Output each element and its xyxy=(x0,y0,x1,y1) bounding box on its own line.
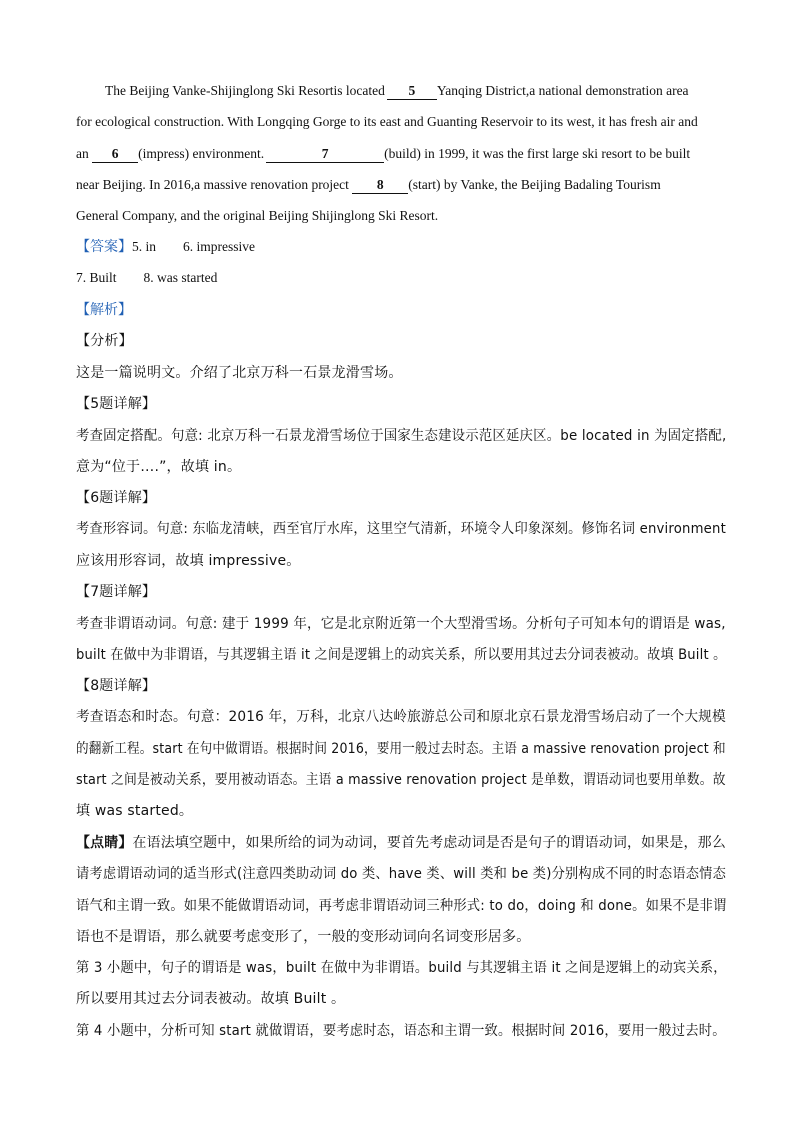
q6-title: 【6题详解】 xyxy=(76,490,157,506)
answer-line-2: 7. Built 8. was started xyxy=(76,270,218,285)
q8-text-4: 填 was started。 xyxy=(76,803,194,819)
passage-text: The Beijing Vanke-Shijinglong Ski Resortis located xyxy=(105,83,385,98)
tip-line-1 xyxy=(76,833,726,853)
q8-title: 【8题详解】 xyxy=(76,678,157,694)
q7-text-2: built 在做中为非谓语，与其逻辑主语 it 之间是逻辑上的动宾关系，所以要用其过去分词表被动。故填 Built 。 xyxy=(76,647,727,663)
analysis-label: 【解析】 xyxy=(76,302,132,318)
tip-line-4: 语也不是谓语，那么就要考虑变形了，一般的变形动词向名词变形居多。 xyxy=(76,929,531,945)
answer-items: 5. in 6. impressive xyxy=(132,239,255,254)
tip-line-6: 所以要用其过去分词表被动。故填 Built 。 xyxy=(76,991,346,1007)
q8-text-3: start 之间是被动关系，要用被动语态。主语 a massive renovation project 是单数，谓语动词也要用单数。故 xyxy=(76,772,726,788)
tip-line-5: 第 3 小题中，句子的谓语是 was，built 在做中为非谓语。build 与其逻辑主语 it 之间是逻辑上的动宾关系， xyxy=(76,960,727,976)
passage-text: (start) by Vanke, the Beijing Badaling Tourism xyxy=(408,177,661,192)
q5-title: 【5题详解】 xyxy=(76,396,157,412)
q8-text-1: 考查语态和时态。句意：2016 年，万科，北京八达岭旅游总公司和原北京石景龙滑雪场启动了一个大规模 xyxy=(76,709,726,725)
passage-text: (impress) environment. xyxy=(138,146,265,161)
analysis-text: 这是一篇说明文。介绍了北京万科一石景龙滑雪场。 xyxy=(76,365,403,381)
tip-line-3: 语气和主谓一致。如果不能做谓语动词，再考虑非谓语动词三种形式: to do，doing 和 done。如果不是非谓 xyxy=(76,898,727,914)
passage-text: Yanqing District,a national demonstration area xyxy=(436,83,689,98)
q6-text-1: 考查形容词。句意: 东临龙清峡，西至官厅水库，这里空气清新，环境令人印象深刻。修饰名词 environment xyxy=(76,521,726,537)
passage-line-3 xyxy=(76,144,690,164)
passage-line-1 xyxy=(105,81,689,101)
tip-line-7: 第 4 小题中，分析可知 start 就做谓语，要考虑时态，语态和主谓一致。根据时间 2016，要用一般过去时。 xyxy=(76,1023,726,1039)
blank-8: 8 xyxy=(352,177,408,194)
q5-text-1: 考查固定搭配。句意: 北京万科一石景龙滑雪场位于国家生态建设示范区延庆区。be located in 为固定搭配, xyxy=(76,428,727,444)
blank-5: 5 xyxy=(387,83,437,100)
q7-title: 【7题详解】 xyxy=(76,584,157,600)
passage-text: near Beijing. In 2016,a massive renovation project xyxy=(76,177,349,192)
q6-text-2: 应该用形容词，故填 impressive。 xyxy=(76,553,301,569)
q7-text-1: 考查非谓语动词。句意: 建于 1999 年，它是北京附近第一个大型滑雪场。分析句子可知本句的谓语是 was, xyxy=(76,616,726,632)
passage-text: (build) in 1999, it was the first large ski resort to be built xyxy=(384,146,691,161)
passage-line-2: for ecological construction. With Longqing Gorge to its east and Guanting Reservoir to its west, it has fresh air and xyxy=(76,114,698,129)
blank-6: 6 xyxy=(92,146,138,163)
q5-text-2: 意为“位于….”，故填 in。 xyxy=(76,459,242,475)
blank-7: 7 xyxy=(266,146,384,163)
tip-label: 【点睛】 xyxy=(76,835,133,851)
answer-label: 【答案】 xyxy=(76,239,132,255)
section-analysis-title: 【分析】 xyxy=(76,333,133,349)
passage-line-5: General Company, and the original Beijing Shijinglong Ski Resort. xyxy=(76,208,439,223)
tip-text: 在语法填空题中，如果所给的词为动词，要首先考虑动词是否是句子的谓语动词，如果是，那么 xyxy=(132,835,726,851)
passage-text: an xyxy=(76,146,89,161)
passage-line-4 xyxy=(76,175,661,195)
q8-text-2: 的翻新工程。start 在句中做谓语。根据时间 2016，要用一般过去时态。主语 a massive renovation project 和 xyxy=(76,741,726,757)
answer-line-1 xyxy=(76,237,255,257)
tip-line-2: 请考虑谓语动词的适当形式(注意四类助动词 do 类、have 类、will 类和 be 类)分别构成不同的时态语态情态 xyxy=(76,866,727,882)
